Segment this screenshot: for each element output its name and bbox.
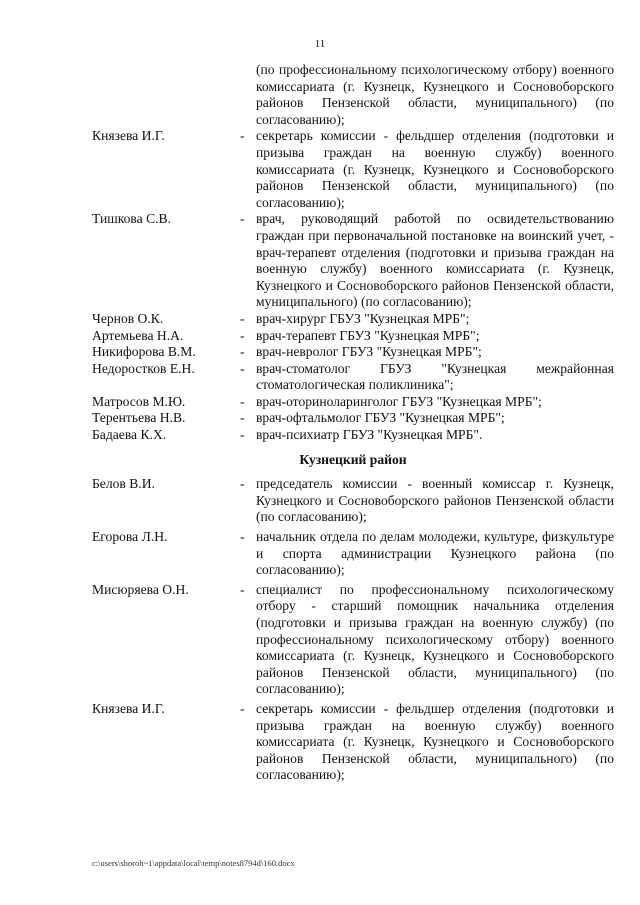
member-name: Князева И.Г. <box>92 128 165 144</box>
footer-file-path: c:\users\shoroh~1\appdata\local\temp\notes8794d\160.docx <box>92 858 295 868</box>
member-row <box>92 582 614 698</box>
section-heading: Кузнецкий район <box>299 451 407 467</box>
member-name: Матросов М.Ю. <box>92 393 186 409</box>
member-role: врач-оториноларинголог ГБУЗ "Кузнецкая МРБ"; <box>256 393 542 409</box>
member-row <box>92 701 614 784</box>
member-name: Мисюряева О.Н. <box>92 581 189 597</box>
member-row <box>92 361 614 394</box>
member-name: Терентьева Н.В. <box>92 410 186 426</box>
member-name: Чернов О.К. <box>92 310 164 326</box>
member-role: врач, руководящий работой по освидетельствованию граждан при первоначальной постановке на воинский учет, - врач-терапевт отделения (подготовки и призыва граждан на военную службу) военного комиссариата (г. Кузнецк, Кузнецкого и Сосновоборского районов Пензенской области, муниципального) (по согласованию); <box>256 211 614 310</box>
members-list-b <box>92 476 614 784</box>
member-row <box>92 211 614 311</box>
dash: - <box>240 211 245 227</box>
member-role: врач-невролог ГБУЗ "Кузнецкая МРБ"; <box>256 344 482 360</box>
member-row <box>92 344 614 361</box>
member-name: Недоростков Е.Н. <box>92 360 195 376</box>
member-row <box>92 328 614 345</box>
dash: - <box>240 393 245 409</box>
member-role: врач-хирург ГБУЗ "Кузнецкая МРБ"; <box>256 310 470 326</box>
dash: - <box>240 128 245 144</box>
member-row <box>92 410 614 427</box>
member-row <box>92 427 614 444</box>
dash: - <box>240 344 245 360</box>
member-role: врач-офтальмолог ГБУЗ "Кузнецкая МРБ"; <box>256 410 505 426</box>
member-name: Князева И.Г. <box>92 700 165 716</box>
intro-paragraph: (по профессиональному психологическому отбору) военного комиссариата (г. Кузнецк, Кузнецкого и Сосновоборского районов Пензенской области, муниципального) (по согласованию); <box>256 62 614 127</box>
member-name: Белов В.И. <box>92 476 155 492</box>
dash: - <box>240 427 245 443</box>
dash: - <box>240 529 245 545</box>
page-number: 11 <box>314 38 326 50</box>
dash: - <box>240 476 245 492</box>
dash: - <box>240 360 245 376</box>
dash: - <box>240 310 245 326</box>
dash: - <box>240 581 245 597</box>
member-row <box>92 476 614 526</box>
member-role: специалист по профессиональному психологическому отбору - старший помощник начальника отделения (подготовки и призыва граждан на военную службу) (по профессиональному психологическому отбору) военного комиссариата (г. Кузнецк, Кузнецкого и Сосновоборского районов Пензенской области, муниципального) (по согласованию); <box>256 581 614 697</box>
dash: - <box>240 410 245 426</box>
member-row <box>92 529 614 579</box>
dash: - <box>240 327 245 343</box>
member-row <box>92 128 614 211</box>
member-name: Артемьева Н.А. <box>92 327 184 343</box>
members-list-a <box>92 128 614 443</box>
member-role: начальник отдела по делам молодежи, культуре, физкультуре и спорта администрации Кузнецкого района (по согласованию); <box>256 529 614 578</box>
member-role: секретарь комиссии - фельдшер отделения (подготовки и призыва граждан на военную службу) военного комиссариата (г. Кузнецк, Кузнецкого и Сосновоборского районов Пензенской области, муниципального) (по согласованию); <box>256 128 614 210</box>
member-role: врач-психиатр ГБУЗ "Кузнецкая МРБ". <box>256 427 483 443</box>
member-role: врач-стоматолог ГБУЗ "Кузнецкая межрайонная стоматологическая поликлиника"; <box>256 360 614 393</box>
member-role: секретарь комиссии - фельдшер отделения (подготовки и призыва граждан на военную службу) военного комиссариата (г. Кузнецк, Кузнецкого и Сосновоборского районов Пензенской области, муниципального) (по согласованию); <box>256 700 614 783</box>
member-role: врач-терапевт ГБУЗ "Кузнецкая МРБ"; <box>256 327 480 343</box>
member-name: Егорова Л.Н. <box>92 529 168 545</box>
dash: - <box>240 700 245 716</box>
member-row <box>92 394 614 411</box>
member-name: Никифорова В.М. <box>92 344 196 360</box>
document-body <box>92 62 614 784</box>
member-role: председатель комиссии - военный комиссар г. Кузнецк, Кузнецкого и Сосновоборского районов Пензенской области (по согласованию); <box>256 476 614 525</box>
member-row <box>92 311 614 328</box>
member-name: Тишкова С.В. <box>92 211 172 227</box>
member-name: Бадаева К.Х. <box>92 427 167 443</box>
